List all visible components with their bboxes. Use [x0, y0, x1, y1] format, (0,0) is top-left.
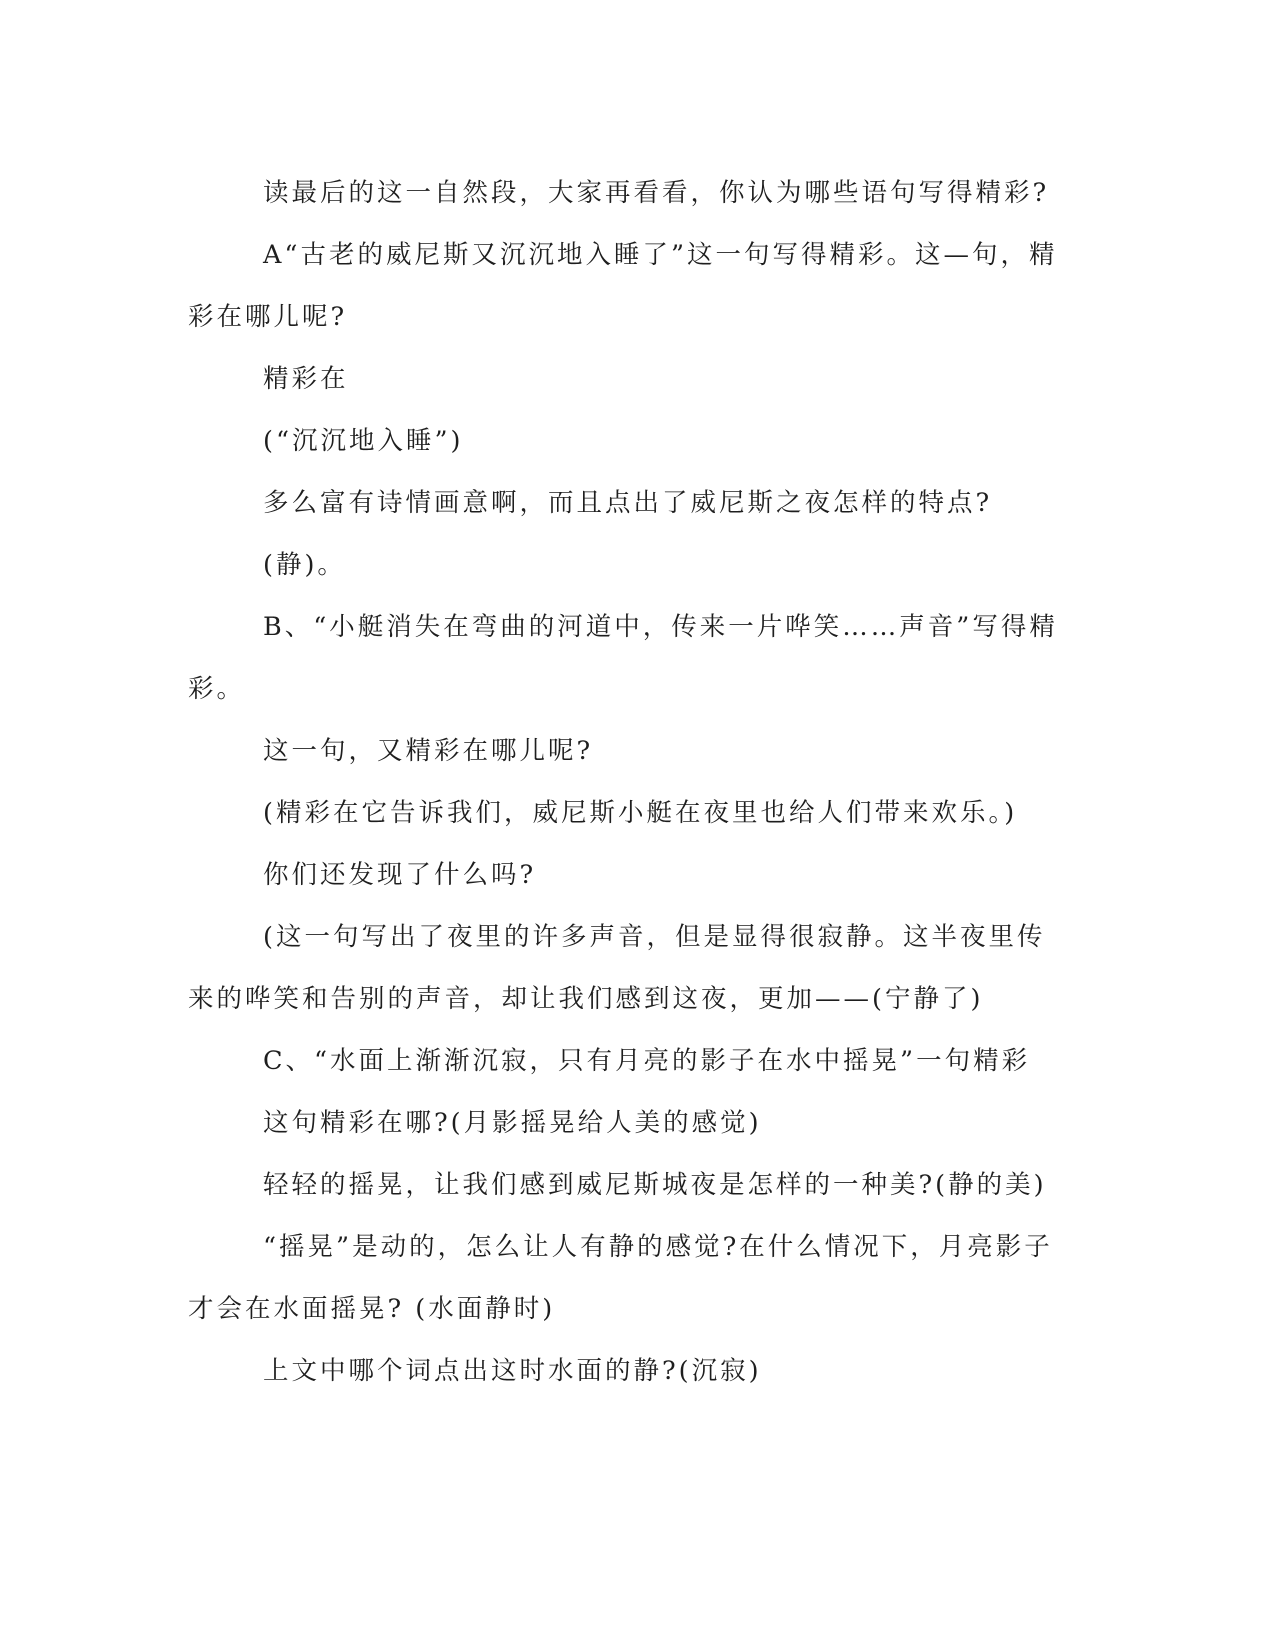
- paragraph: (静)。: [263, 550, 346, 580]
- paragraph: 这一句，又精彩在哪儿呢?: [263, 736, 594, 766]
- paragraph: 多么富有诗情画意啊，而且点出了威尼斯之夜怎样的特点?: [263, 488, 993, 518]
- paragraph: 上文中哪个词点出这时水面的静?(沉寂): [263, 1356, 762, 1386]
- paragraph: (精彩在它告诉我们，威尼斯小艇在夜里也给人们带来欢乐。): [263, 798, 1018, 828]
- paragraph: 读最后的这一自然段，大家再看看，你认为哪些语句写得精彩?: [263, 178, 1050, 208]
- paragraph: “摇晃”是动的，怎么让人有静的感觉?在什么情况下，月亮影子才会在水面摇晃? (水面静时): [188, 1232, 1053, 1324]
- paragraph: 精彩在: [263, 364, 349, 394]
- paragraph: 轻轻的摇晃，让我们感到威尼斯城夜是怎样的一种美?(静的美): [263, 1170, 1047, 1200]
- paragraph: 你们还发现了什么吗?: [263, 860, 537, 890]
- paragraph: 这句精彩在哪?(月影摇晃给人美的感觉): [263, 1108, 762, 1138]
- paragraph: C、“水面上渐渐沉寂，只有月亮的影子在水中摇晃”一句精彩: [263, 1046, 1031, 1076]
- paragraph: (“沉沉地入睡”): [263, 426, 464, 456]
- paragraph: A“古老的威尼斯又沉沉地入睡了”这一句写得精彩。这—句，精彩在哪儿呢?: [188, 240, 1058, 332]
- paragraph: B、“小艇消失在弯曲的河道中，传来一片哗笑……声音”写得精彩。: [188, 612, 1058, 704]
- paragraph: (这一句写出了夜里的许多声音，但是显得很寂静。这半夜里传来的哗笑和告别的声音，却让我们感到这夜，更加——(宁静了): [188, 922, 1046, 1014]
- document-body: [188, 162, 1068, 1402]
